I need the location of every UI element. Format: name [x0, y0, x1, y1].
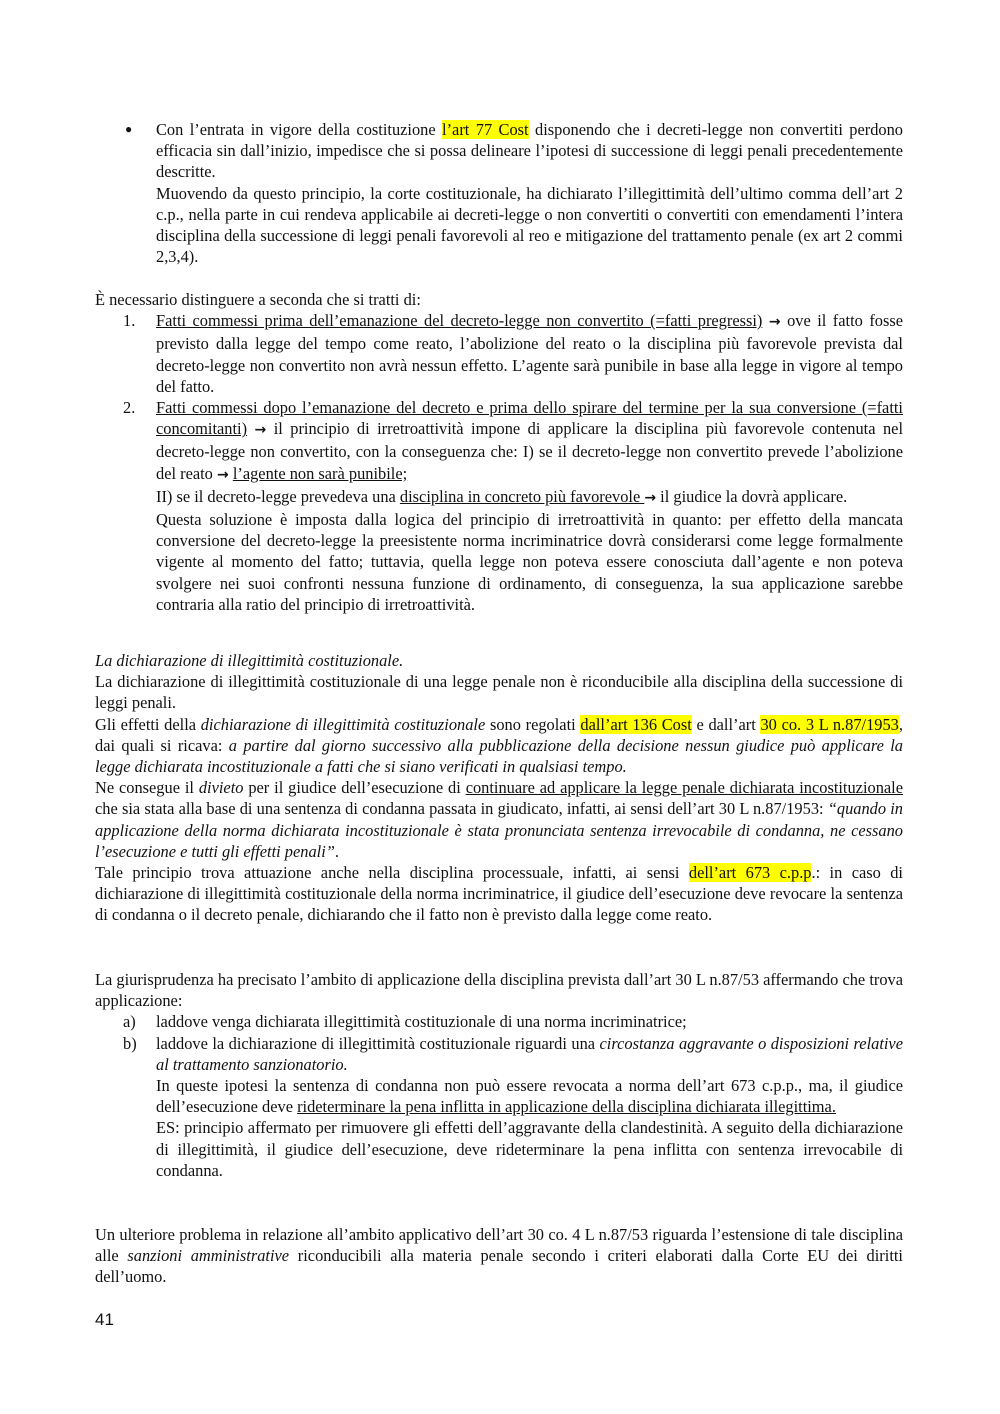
list-marker: a) — [123, 1012, 136, 1032]
item-paragraph-3: ES: principio affermato per rimuovere gli effetti dell’aggravante della clandestinità. A seguito della dichiarazione di illegittimità, il giudice dell’esecuzione, deve rideterminare la pena inflitta con sentenza irrevocabile di condanna. — [156, 1118, 903, 1180]
underlined-text: l’agente non sarà punibile; — [232, 463, 408, 483]
paragraph — [95, 862, 903, 926]
list-marker: 1. — [123, 311, 136, 331]
item-paragraph: laddove venga dichiarata illegittimità costituzionale di una norma incriminatrice; — [156, 1012, 687, 1032]
text-span: ove il fatto fosse previsto dalla legge del tempo come reato, l’abolizione del reato o la disciplina più favorevole prevista dal decreto-legge non convertito non avrà nessun effetto. L’agente sarà punibile in base alla legge in vigore al tempo del fatto. — [156, 311, 904, 396]
lettered-item-b — [95, 1033, 903, 1181]
text-span: II) se il decreto-legge prevedeva una — [156, 486, 400, 506]
section-giurisprudenza — [95, 969, 903, 1181]
italic-text: a partire dal giorno successivo alla pubblicazione della decisione nessun giudice può applicare la legge dichiarata incostituzionale a fatti che si siano verificati in qualsiasi tempo. — [95, 735, 903, 777]
text-span: Con l’entrata in vigore della costituzione — [156, 120, 443, 139]
lettered-item-a — [95, 1011, 903, 1032]
arrow-right-icon: → — [254, 422, 267, 439]
text-span: disponendo che i decreti-legge non convertiti perdono efficacia sin dall’inizio, impedisce che si possa delineare l’ipotesi di successione di leggi penali precedentemente descritte. — [156, 120, 903, 182]
text-span: In queste ipotesi la sentenza di condanna non può essere revocata a norma dell’art 673 c.p.p., ma, il giudice dell’esecuzione deve — [156, 1076, 903, 1117]
text-span: , dai quali si ricava: — [95, 714, 903, 755]
italic-text: divieto — [198, 778, 244, 798]
page-number: 41 — [95, 1310, 114, 1329]
paragraph — [95, 777, 903, 862]
underlined-text: Fatti commessi prima dell’emanazione del decreto-legge non convertito (=fatti pregressi) — [156, 311, 763, 331]
italic-quote: “quando in applicazione della norma dichiarata incostituzionale è stata pronunciata sentenza irrevocabile di condanna, ne cessano l’esecuzione e tutti gli effetti penali” — [95, 799, 903, 861]
text-span: Ne consegue il — [95, 778, 199, 798]
underlined-text: rideterminare la pena inflitta in applicazione della disciplina dichiarata illegittima. — [297, 1097, 836, 1117]
italic-text: sanzioni amministrative — [127, 1246, 290, 1266]
arrow-right-icon: → — [216, 466, 229, 483]
text-span: il principio di irretroattività impone di applicare la disciplina più favorevole contenuta nel decreto-legge non convertito, con la conseguenza che: I) se il decreto-legge non convertito prevede l’abolizione del reato — [156, 419, 903, 483]
bullet-paragraph — [156, 119, 903, 183]
paragraph: La dichiarazione di illegittimità costituzionale di una legge penale non è riconducibile alla disciplina della successione di leggi penali. — [95, 672, 903, 713]
list-marker: 2. — [123, 398, 136, 418]
highlight-art-673: dell’art 673 c.p.p — [688, 863, 812, 883]
italic-text: circostanza aggravante o disposizioni relative al trattamento sanzionatorio. — [156, 1033, 903, 1074]
text-span: Un ulteriore problema in relazione all’ambito applicativo dell’art 30 co. 4 L n.87/53 riguarda l’estensione di tale disciplina alle — [95, 1225, 903, 1266]
section-heading: La dichiarazione di illegittimità costituzionale. — [95, 651, 404, 670]
item-paragraph — [156, 397, 903, 486]
text-span: per il giudice dell’esecuzione di — [243, 778, 466, 798]
text-span: Gli effetti della — [95, 714, 201, 734]
final-paragraph-block — [95, 1224, 903, 1288]
bullet-item — [95, 119, 903, 267]
text-span: . — [334, 841, 339, 861]
numbered-item-1 — [95, 310, 903, 397]
intro-line: È necessario distinguere a seconda che si tratti di: — [95, 290, 421, 309]
arrow-right-icon: → — [768, 314, 781, 331]
bullet-list — [95, 119, 903, 267]
text-span: riconducibili alla materia penale secondo i criteri elaborati dalla Corte EU dei diritti dell’uomo. — [95, 1246, 903, 1287]
item-paragraph-2 — [156, 486, 903, 509]
bullet-icon: ● — [125, 122, 133, 136]
arrow-right-icon: → — [644, 489, 657, 506]
highlight-art-77: l’art 77 Cost — [442, 120, 529, 139]
section-illegittimita — [95, 650, 903, 926]
highlight-art-136: dall’art 136 Cost — [580, 714, 692, 734]
highlight-art-30: 30 co. 3 L n.87/1953 — [760, 714, 899, 734]
numbered-section — [95, 289, 903, 615]
text-span: il giudice la dovrà applicare. — [656, 486, 848, 506]
text-span: .: in caso di dichiarazione di illegittimità costituzionale della norma incriminatrice, il giudice dell’esecuzione deve revocare la sentenza di condanna o il decreto penale, dichiarando che il fatto non è previsto dalla legge come reato. — [95, 863, 903, 925]
paragraph — [95, 714, 903, 778]
item-paragraph-2 — [156, 1075, 903, 1117]
item-paragraph-3: Questa soluzione è imposta dalla logica del principio di irretroattività in quanto: per effetto della mancata conversione del decreto-legge la preesistente norma incriminatrice dovrà considerarsi come legge formalmente vigente al momento del fatto; tuttavia, quella legge non poteva essere conosciuta dall’agente e non poteva svolgere nei suoi confronti nessuna funzione di ordinamento, di conseguenza, la sua applicazione sarebbe contraria alla ratio del principio di irretroattività. — [156, 510, 903, 614]
underlined-text: continuare ad applicare la legge penale dichiarata incostituzionale — [465, 778, 904, 798]
text-span: che sia stata alla base di una sentenza di condanna passata in giudicato, infatti, ai sensi dell’art 30 L n.87/1953: — [95, 799, 828, 819]
item-paragraph — [156, 310, 903, 397]
item-paragraph — [156, 1033, 903, 1075]
bullet-paragraph-2: Muovendo da questo principio, la corte costituzionale, ha dichiarato l’illegittimità dell’ultimo comma dell’art 2 c.p., nella parte in cui rendeva applicabile ai decreti-legge o non convertiti o convertiti con emendamenti l’intera disciplina della successione di leggi penali favorevoli al reo e mitigazione del trattamento penale (ex art 2 commi 2,3,4). — [156, 183, 903, 267]
underlined-text: disciplina in concreto più favorevole — [399, 486, 645, 506]
text-span: e dall’art — [691, 714, 761, 734]
paragraph — [95, 1224, 903, 1288]
italic-text: dichiarazione di illegittimità costituzionale — [200, 714, 486, 734]
underlined-text: Fatti commessi dopo l’emanazione del decreto e prima dello spirare del termine per la sua conversione (=fatti concomitanti) — [156, 398, 903, 439]
paragraph: La giurisprudenza ha precisato l’ambito di applicazione della disciplina prevista dall’art 30 L n.87/53 affermando che trova applicazione: — [95, 970, 903, 1011]
text-span: sono regolati — [485, 714, 581, 734]
text-span: laddove la dichiarazione di illegittimità costituzionale riguardi una — [156, 1033, 600, 1053]
numbered-item-2 — [95, 397, 903, 615]
text-span: Tale principio trova attuazione anche nella disciplina processuale, infatti, ai sensi — [95, 863, 689, 883]
list-marker: b) — [123, 1033, 137, 1053]
